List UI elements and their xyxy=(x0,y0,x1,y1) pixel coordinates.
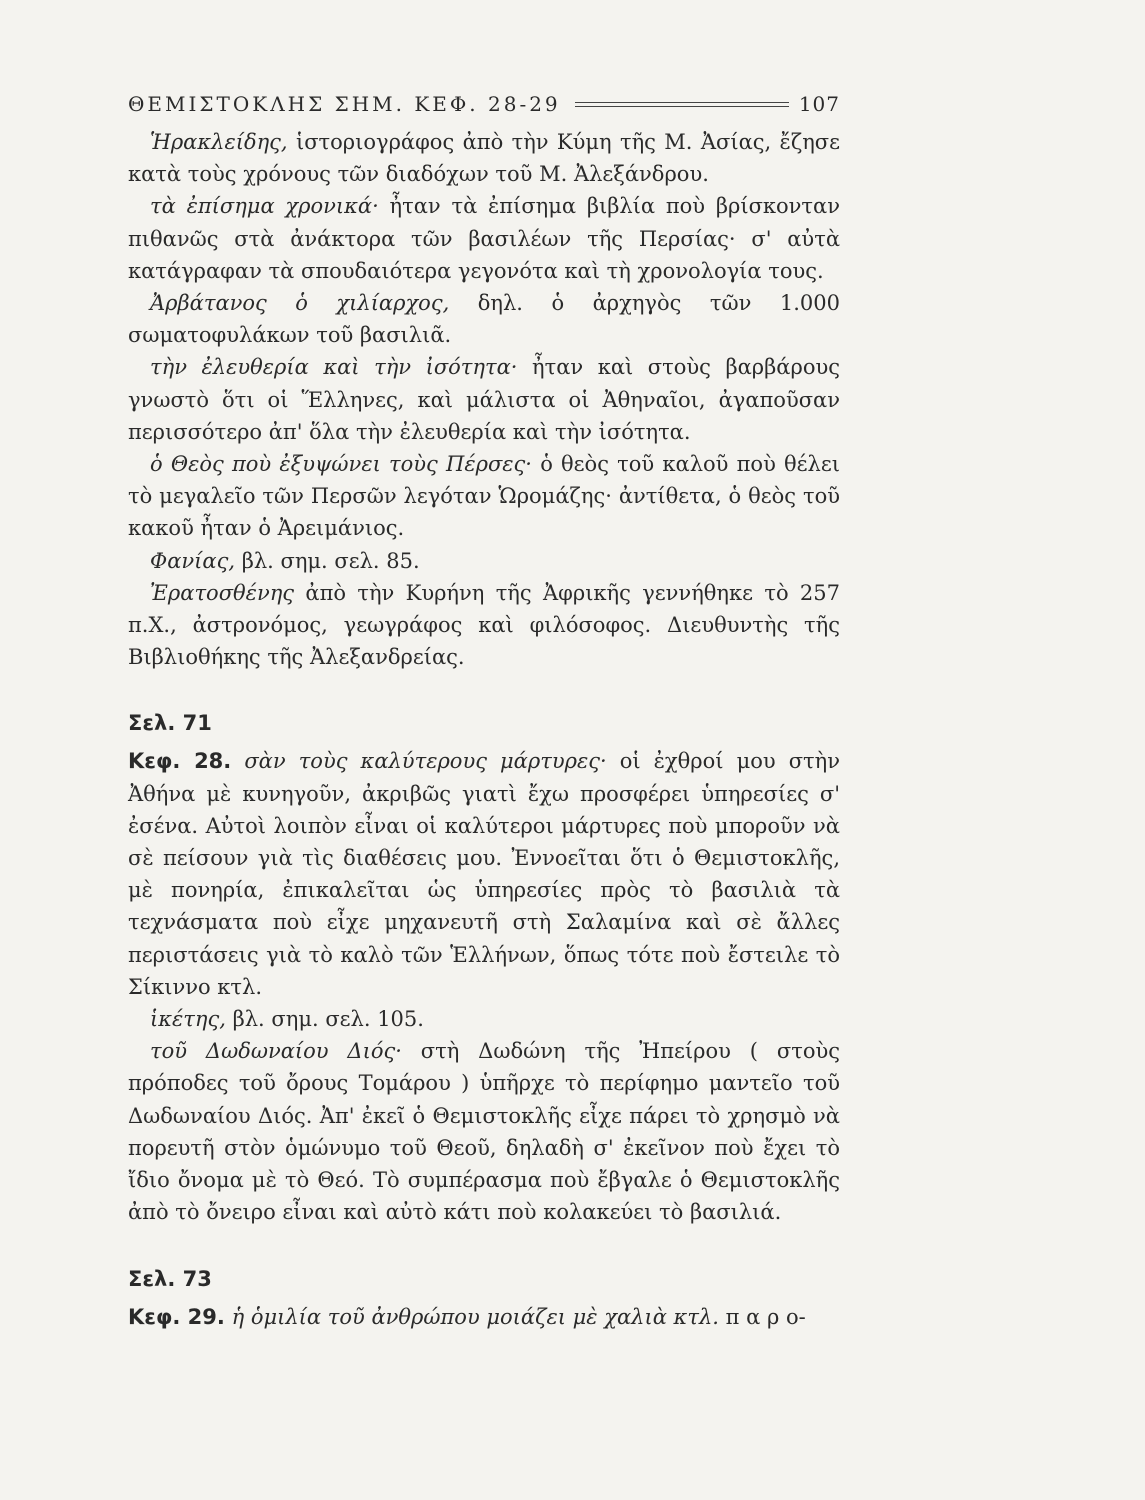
page-number: 107 xyxy=(798,92,840,116)
note-martyres: Κεφ. 28. σὰν τοὺς καλύτερους μάρτυρες· οἱ ἐχθροί μου στὴν Ἀθήνα μὲ κυνηγοῦν, ἀκριβῶς γιατὶ ἔχω προσφέρει ὑπηρεσίες σ' ἐσένα. Αὐτοὶ λοιπὸν εἶναι οἱ καλύτεροι μάρτυρες ποὺ μποροῦν νὰ σὲ πείσουν γιὰ τὶς διαθέσεις μου. Ἐννοεῖται ὅτι ὁ Θεμιστοκλῆς, μὲ πονηρία, ἐπικαλεῖται ὡς ὑπηρεσίες πρὸς τὸ βασιλιὰ τὰ τεχνάσματα ποὺ εἶχε μηχανευτῆ στὴ Σαλαμίνα καὶ σὲ ἄλλες περιστάσεις γιὰ τὸ καλὸ τῶν Ἑλλήνων, ὅπως τότε ποὺ ἔστειλε τὸ Σίκιννο κτλ. xyxy=(128,749,841,999)
note-episima-chronika: τὰ ἐπίσημα χρονικά· ἦταν τὰ ἐπίσημα βιβλία ποὺ βρίσκονταν πιθανῶς στὰ ἀνάκτορα τῶν βασιλέων τῆς Περσίας· σ' αὐτὰ κατάγραφαν τὰ σπουδαιότερα γεγονότα καὶ τὴ χρονολογία τους. xyxy=(128,194,840,283)
page xyxy=(128,86,840,1333)
note-eleftheria: τὴν ἐλευθερία καὶ τὴν ἰσότητα· ἦταν καὶ στοὺς βαρβάρους γνωστὸ ὅτι οἱ Ἕλληνες, καὶ μάλιστα οἱ Ἀθηναῖοι, ἀγαποῦσαν περισσότερο ἀπ' ὅλα τὴν ἐλευθερία καὶ τὴν ἰσότητα. xyxy=(128,355,840,444)
section-heading-71: Σελ. 71 xyxy=(128,711,212,736)
note-fanias: Φανίας, βλ. σημ. σελ. 85. xyxy=(150,548,420,573)
running-title: ΘΕΜΙΣΤΟΚΛΗΣ ΣΗΜ. ΚΕΦ. 28-29 xyxy=(128,92,561,116)
running-header xyxy=(128,86,840,122)
header-double-rule xyxy=(575,102,789,107)
note-eratosthenis: Ἐρατοσθένης ἀπὸ τὴν Κυρήνη τῆς Ἀφρικῆς γεννήθηκε τὸ 257 π.Χ., ἀστρονόμος, γεωγράφος καὶ φιλόσοφος. Διευθυντὴς τῆς Βιβλιοθήκης τῆς Ἀλεξανδρείας. xyxy=(128,580,840,670)
notes-body xyxy=(128,126,840,1333)
section-heading-73: Σελ. 73 xyxy=(128,1266,212,1291)
note-omilia: Κεφ. 29. ἡ ὁμιλία τοῦ ἀνθρώπου μοιάζει μὲ χαλιὰ κτλ. π α ρ ο- xyxy=(128,1304,806,1329)
note-theos: ὁ Θεὸς ποὺ ἐξυψώνει τοὺς Πέρσες· ὁ θεὸς τοῦ καλοῦ ποὺ θέλει τὸ μεγαλεῖο τῶν Περσῶν λεγόταν Ὡρομάζης· ἀντίθετα, ὁ θεὸς τοῦ κακοῦ ἦταν ὁ Ἀρειμάνιος. xyxy=(128,452,840,541)
note-arbatanos: Ἀρβάτανος ὁ χιλίαρχος, δηλ. ὁ ἀρχηγὸς τῶν 1.000 σωματοφυλάκων τοῦ βασιλιᾶ. xyxy=(128,291,840,348)
note-herakleides: Ἡρακλείδης, ἱστοριογράφος ἀπὸ τὴν Κύμη τῆς Μ. Ἀσίας, ἔζησε κατὰ τοὺς χρόνους τῶν διαδόχων τοῦ Μ. Ἀλεξάνδρου. xyxy=(128,130,840,187)
note-dodonaiou: τοῦ Δωδωναίου Διός· στὴ Δωδώνη τῆς Ἠπείρου ( στοὺς πρόποδες τοῦ ὄρους Τομάρου ) ὑπῆρχε τὸ περίφημο μαντεῖο τοῦ Δωδωναίου Διός. Ἀπ' ἐκεῖ ὁ Θεμιστοκλῆς εἶχε πάρει τὸ χρησμὸ νὰ πορευτῆ στὸν ὁμώνυμο τοῦ Θεοῦ, δηλαδὴ σ' ἐκεῖνον ποὺ ἔχει τὸ ἴδιο ὄνομα μὲ τὸ Θεό. Τὸ συμπέρασμα ποὺ ἔβγαλε ὁ Θεμιστοκλῆς ἀπὸ τὸ ὄνειρο εἶναι καὶ αὐτὸ κάτι ποὺ κολακεύει τὸ βασιλιά. xyxy=(128,1039,840,1225)
note-iketis: ἱκέτης, βλ. σημ. σελ. 105. xyxy=(150,1007,424,1032)
